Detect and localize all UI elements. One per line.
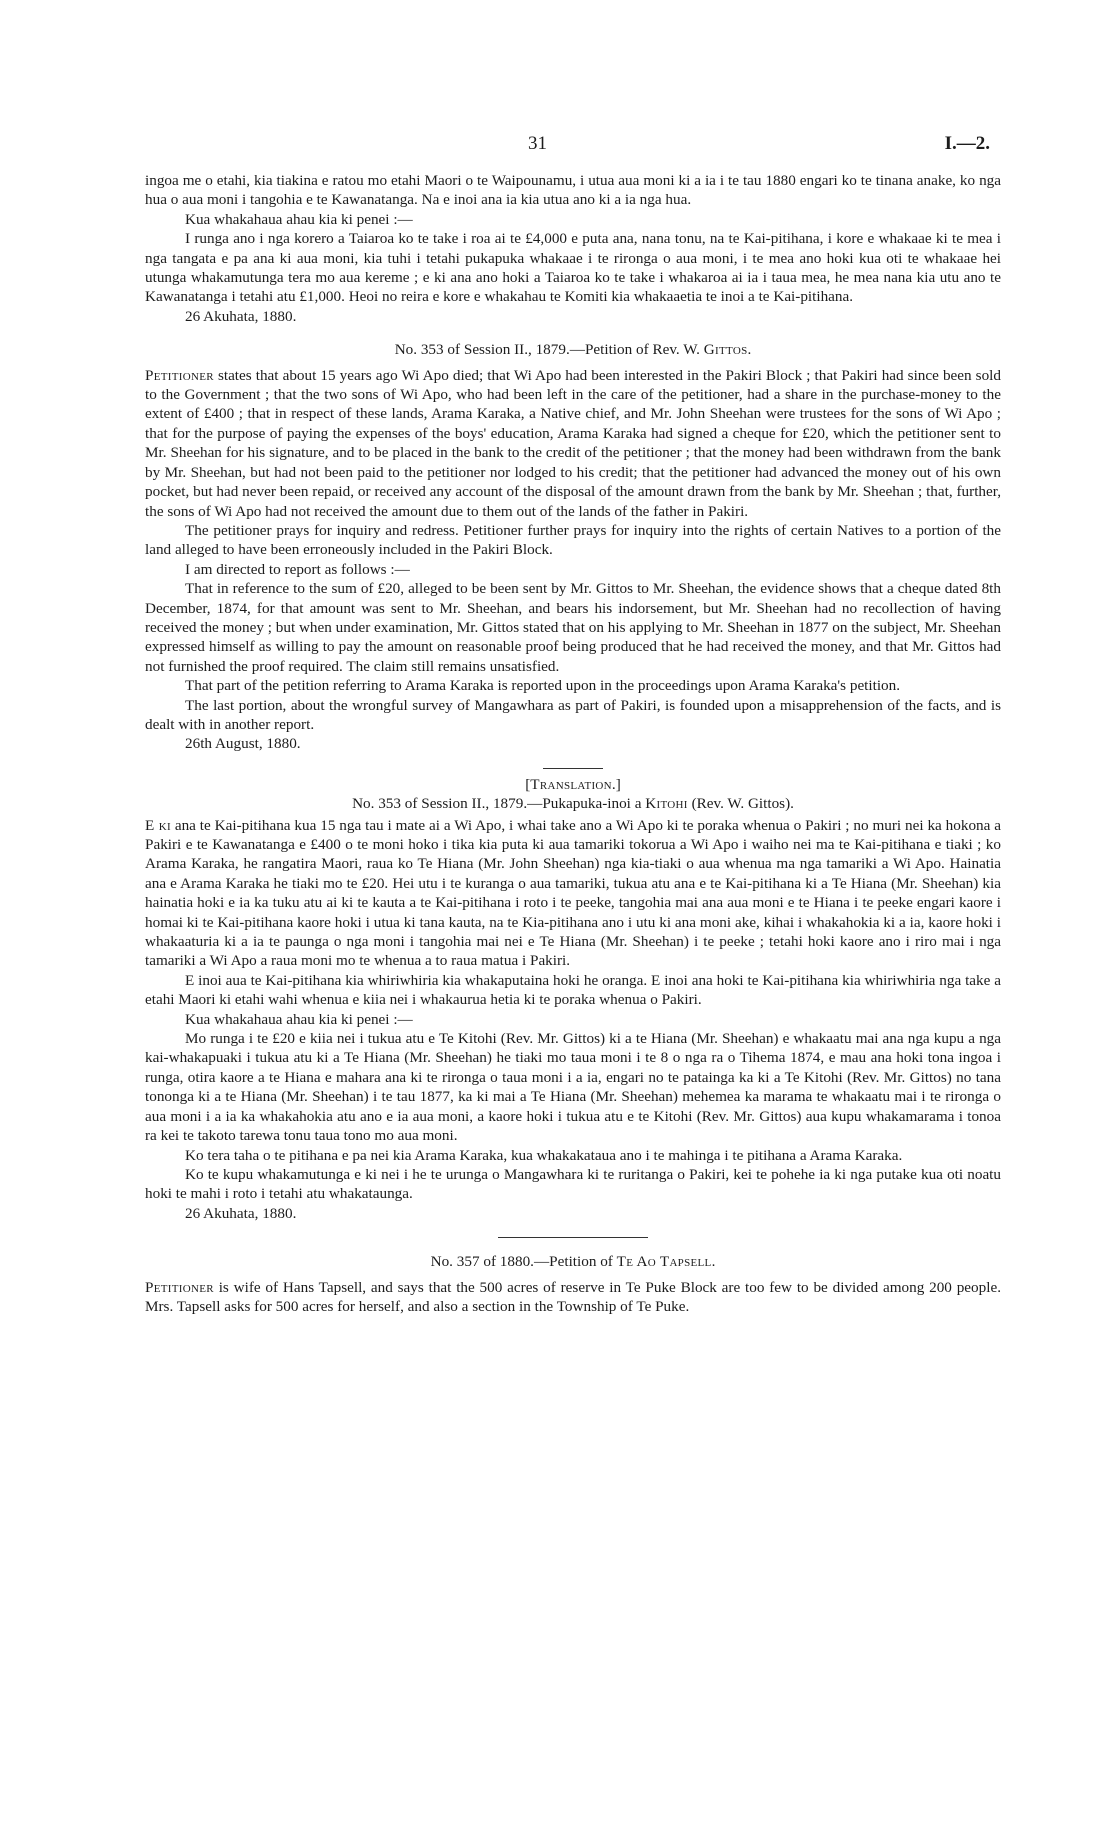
paragraph: ingoa me o etahi, kia tiakina e ratou mo etahi Maori o te Waipounamu, i utua aua moni ki a ia i te tau 1880 engari ko te tinana anake, ko nga hua o aua moni i tangohia e te Kawanatanga. Na e inoi ana ia kia utua ano ki a ia nga hua.: [145, 172, 1001, 209]
date-line: 26th August, 1880.: [185, 735, 301, 753]
petition-357-section: [145, 1252, 1001, 1316]
translation-label-text: Translation: [530, 775, 612, 793]
page-header: [0, 134, 1114, 158]
section-heading: [145, 340, 1001, 359]
paragraph-text: is wife of Hans Tapsell, and says that the 500 acres of reserve in Te Puke Block are too few to be divided among 200 people. Mrs. Tapsell asks for 500 acres for herself, and also a section in the Township of Te Puke.: [145, 1278, 1001, 1315]
paragraph: Kua whakahaua ahau kia ki penei :—: [185, 1010, 413, 1028]
heading-name: Kitohi: [645, 795, 688, 813]
paragraph: [145, 1278, 1001, 1317]
paragraph-text: states that about 15 years ago Wi Apo died; that Wi Apo had been interested in the Pakiri Block ; that Pakiri had since been sold to the Government ; that the two sons of Wi Apo, who had been left in the care of the petitioner, had a share in the purchase-money to the extent of £400 ; that in respect of these lands, Arama Karaka, a Native chief, and Mr. John Sheehan were trustees for the sons of Wi Apo ; that for the purpose of paying the expenses of the boys' education, Arama Karaka had signed a cheque for £20, which the petitioner sent to Mr. Sheehan for his signature, and to be placed in the bank to the credit of the petitioner ; that the money had been withdrawn from the bank by Mr. Sheehan, but had not been paid to the petitioner nor lodged to his credit; that the petitioner had advanced the money out of his own pocket, but had never been repaid, or received any account of the disposal of the amount drawn from the bank by Mr. Sheehan ; that, further, the sons of Wi Apo had not received the amount due to them out of the lands of the father in Pakiri.: [145, 366, 1001, 520]
heading-text: No. 353 of Session II., 1879.—Pukapuka-inoi a: [352, 795, 646, 813]
page-body: [145, 171, 1001, 1316]
paragraph: I am directed to report as follows :—: [185, 560, 410, 578]
lead-word: Petitioner: [145, 366, 214, 384]
paragraph: [145, 816, 1001, 971]
bracket-open: [: [525, 775, 531, 793]
paragraph-text: ana te Kai-pitihana kua 15 nga tau i mate ai a Wi Apo, i whai take ano a Wi Apo ki te poraka whenua o Pakiri ; no muri nei ka hokona a Pakiri e te Kawanatanga e £400 o te moni hoko i tika kia puta ki aua tamariki tokorua a Wi Apo i waiho nei ma te Kai-pitihana e tiaki ; ko Arama Karaka, he rangatira Maori, raua ko Te Hiana (Mr. John Sheehan) nga kia-tiaki o aua whenua ma nga tamariki a Wi Apo. Hainatia ana e Arama Karaka he tiaki mo te £20. Hei utu i te kuranga o aua tamariki, tukua atu ana e te Kai-pitihana ki a Te Hiana (Mr. Sheehan) kia hainatia hoki e ia ka tuku atu ai ki te kauta a te Kai-pitihana i roto i te peeke, tangohia mai ana aua moni e te Hiana i te peeke engari kaore i homai ki te Kai-pitihana kaore hoki i utua ki tana kauta, na te Kia-pitihana ano i utu ki ana moni ake, kihai i whakahokia ki a ia, kaore hoki i whakaaturia ki a ia te paunga o nga moni i tangohia mai nei e Te Hiana (Mr. Sheehan) i te peeke ; tetahi hoki kaore ano i riro mai i nga tamariki a Wi Apo a raua moni mo te whenua a to raua matua i Pakiri.: [145, 816, 1001, 970]
heading-text: No. 353 of Session II., 1879.—Petition of Rev. W.: [394, 341, 704, 359]
section-divider: [498, 1237, 648, 1238]
paragraph: [145, 366, 1001, 521]
date-line: 26 Akuhata, 1880.: [185, 307, 297, 325]
heading-end: (Rev. W. Gittos).: [687, 795, 794, 813]
paragraph: Kua whakahaua ahau kia ki penei :—: [185, 210, 413, 228]
paragraph: E inoi aua te Kai-pitihana kia whiriwhiria kia whakaputaina hoki he oranga. E inoi ana hoki te Kai-pitihana kia whiriwhiria nga take a etahi Maori ki etahi wahi whenua e kiia nei i whakaurua hetia ki te poraka whenua o Pakiri.: [145, 971, 1001, 1009]
heading-name: Te Ao Tapsell: [616, 1253, 712, 1271]
heading-end: .: [747, 341, 752, 359]
heading-text: No. 357 of 1880.—Petition of: [430, 1253, 617, 1271]
paragraph: Ko te kupu whakamutunga e ki nei i he te urunga o Mangawhara ki te ruritanga o Pakiri, kei te pohehe ia ki nga putake kua oti noatu hoki te mahi i roto i tetahi atu whakataunga.: [145, 1165, 1001, 1203]
section-divider: [543, 768, 603, 769]
paragraph: Ko tera taha o te pitihana e pa nei kia Arama Karaka, kua whakakataua ano i te mahinga i te pitihana a Arama Karaka.: [185, 1146, 903, 1164]
bracket-close: .]: [611, 775, 621, 793]
section-heading: [145, 794, 1001, 813]
intro-section: [145, 171, 1001, 326]
petition-353-section: [145, 340, 1001, 754]
lead-word: E ki: [145, 816, 171, 834]
lead-word: Petitioner: [145, 1278, 214, 1296]
paragraph: The petitioner prays for inquiry and redress. Petitioner further prays for inquiry into the rights of certain Natives to a portion of the land alleged to have been erroneously included in the Pakiri Block.: [145, 521, 1001, 559]
translation-section: [145, 775, 1001, 1223]
paper-reference: I.—2.: [944, 133, 990, 154]
paragraph: Mo runga i te £20 e kiia nei i tukua atu e Te Kitohi (Rev. Mr. Gittos) ki a te Hiana (Mr. Sheehan) e whakaatu mai ana nga kupu a nga kai-whakapuaki i tukua atu ki a Te Hiana (Mr. Sheehan) he tiaki mo taua moni i te 8 o nga ra o Tihema 1874, e mau ana hoki tona ingoa i runga, otira kaore a te Hiana e mahara ana ki te rironga o taua moni i a ia, engari no te patainga ka ki a Te Kitohi (Rev. Mr. Gittos) no tana tononga ki a te Hiana (Mr. Sheehan) i te tau 1877, ka ki mai a Te Hiana (Mr. Sheehan) mehemea ka marama te whakaatu mai i te rironga o aua moni i a ia ka whakahokia atu ano e ia aua moni, a kaore hoki i tukua atu e te Kitohi (Rev. Mr. Gittos) aua kupu whakamarama i tonoa ra kei te takoto tarewa tonu taua tono mo aua moni.: [145, 1030, 1001, 1145]
date-line: 26 Akuhata, 1880.: [185, 1204, 297, 1222]
heading-name: Gittos: [703, 341, 748, 359]
heading-end: .: [711, 1253, 716, 1271]
translation-label: [145, 775, 1001, 794]
page-number: 31: [528, 133, 547, 154]
paragraph: I runga ano i nga korero a Taiaroa ko te take i roa ai te £4,000 e puta ana, nana tonu, na te Kai-pitihana, i kore e whakaae ki te mea i nga tangata e pa ana ki aua moni, kia tuhi i tetahi pukapuka whakaae i te rironga o aua moni, i te mea ano hoki kua oti te whakaae hei utunga whakamutunga tera mo aua kereme ; e ki ana ano hoki a Taiaroa ko te take i whakaroa ai ia i taua mea, he mea nana kia utu ano te Kawanatanga i tetahi atu £1,000. Heoi no reira e kore e whakahau te Komiti kia whakaaetia te inoi a te Kai-pitihana.: [145, 230, 1001, 306]
paragraph: That in reference to the sum of £20, alleged to be been sent by Mr. Gittos to Mr. Sheehan, the evidence shows that a cheque dated 8th December, 1874, for that amount was sent to Mr. Sheehan, and bears his indorsement, but Mr. Sheehan had no recollection of having received the money ; but when under examination, Mr. Gittos stated that on his applying to Mr. Sheehan in 1877 on the subject, Mr. Sheehan expressed himself as willing to pay the amount on reasonable proof being produced that he had received the money, and that Mr. Gittos had not furnished the proof required. The claim still remains unsatisfied.: [145, 580, 1001, 675]
paragraph: That part of the petition referring to Arama Karaka is reported upon in the proceedings upon Arama Karaka's petition.: [185, 677, 901, 695]
paragraph: The last portion, about the wrongful survey of Mangawhara as part of Pakiri, is founded upon a misapprehension of the facts, and is dealt with in another report.: [145, 696, 1001, 733]
section-heading: [145, 1252, 1001, 1271]
